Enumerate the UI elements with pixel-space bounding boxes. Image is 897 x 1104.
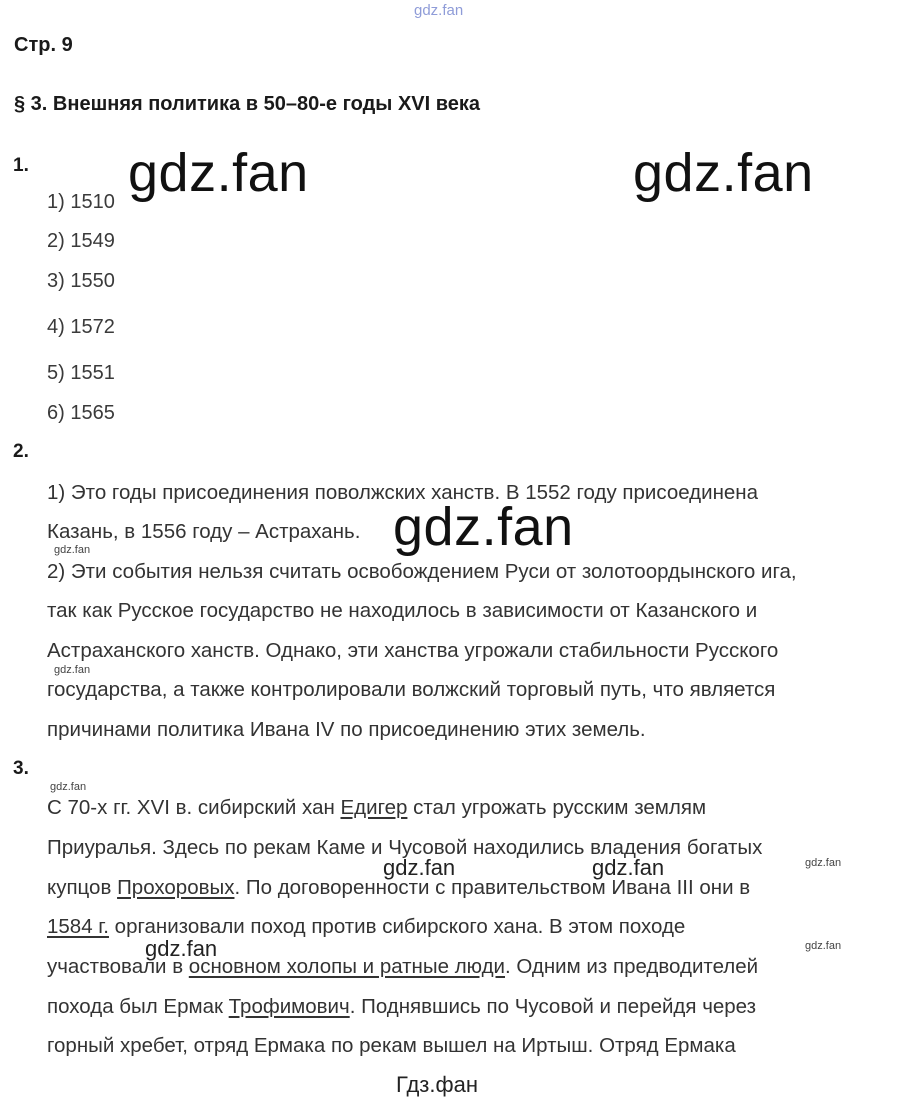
- text-run: купцов: [47, 876, 118, 899]
- watermark-small: gdz.fan: [54, 544, 91, 556]
- text-run: стал угрожать русским землям: [407, 796, 707, 819]
- top-watermark: gdz.fan: [414, 2, 464, 19]
- task-1-item: 6) 1565: [47, 402, 115, 424]
- watermark-medium: gdz.fan: [383, 855, 456, 880]
- text-run: . По договоренности с правительством Ивана III они в: [234, 876, 751, 899]
- task-3-line: [47, 995, 756, 1019]
- task-2-line: Казань, в 1556 году – Астрахань.: [47, 520, 361, 543]
- task-2-line: 2) Эти события нельзя считать освобождением Руси от золотоордынского ига,: [47, 560, 797, 583]
- text-run: организовали поход против сибирского хана. В этом походе: [108, 915, 686, 938]
- task-2-line: Астраханского ханств. Однако, эти ханства угрожали стабильности Русского: [47, 639, 779, 662]
- watermark-large: gdz.fan: [393, 497, 574, 557]
- footer-watermark: Гдз.фан: [396, 1072, 478, 1097]
- text-run: . Одним из предводителей: [505, 955, 759, 978]
- answer-blank: Трофимович: [228, 995, 350, 1018]
- text-run: участвовали в: [47, 955, 189, 978]
- watermark-small: gdz.fan: [54, 664, 91, 676]
- page-label: Стр. 9: [14, 34, 73, 56]
- task-3-number: 3.: [13, 758, 29, 779]
- text-run: С 70-х гг. XVI в. сибирский хан: [47, 796, 341, 819]
- text-run: . Поднявшись по Чусовой и перейдя через: [349, 995, 757, 1018]
- task-3-line: Приуралья. Здесь по рекам Каме и Чусовой находились владения богатых: [47, 836, 763, 859]
- task-2-line: причинами политика Ивана IV по присоединению этих земель.: [47, 718, 646, 741]
- task-1-item: 2) 1549: [47, 230, 115, 252]
- task-1-item: 3) 1550: [47, 270, 115, 292]
- watermark-medium: gdz.fan: [145, 936, 218, 961]
- watermark-small: gdz.fan: [805, 857, 842, 869]
- section-title: § 3. Внешняя политика в 50–80-е годы XVI века: [14, 93, 481, 115]
- task-2-line: государства, а также контролировали волжский торговый путь, что является: [47, 678, 776, 701]
- task-1-item: 5) 1551: [47, 362, 115, 384]
- watermark-small: gdz.fan: [805, 940, 842, 952]
- answer-blank: Едигер: [340, 796, 408, 819]
- watermark-small: gdz.fan: [50, 781, 87, 793]
- watermark-large: gdz.fan: [128, 143, 309, 203]
- task-2-line: так как Русское государство не находилось в зависимости от Казанского и: [47, 599, 758, 622]
- watermark-medium: gdz.fan: [592, 855, 665, 880]
- task-1-item: 1) 1510: [47, 191, 115, 213]
- task-1-number: 1.: [13, 155, 29, 176]
- answer-blank: Прохоровых: [117, 876, 235, 899]
- task-3-line: [47, 796, 706, 820]
- watermark-large: gdz.fan: [633, 143, 814, 203]
- task-2-number: 2.: [13, 441, 29, 462]
- task-3-line: [47, 915, 685, 939]
- text-run: похода был Ермак: [47, 995, 229, 1018]
- answer-blank: 1584 г.: [47, 915, 109, 938]
- task-2-line: 1) Это годы присоединения поволжских ханств. В 1552 году присоединена: [47, 481, 759, 504]
- answer-blank: основном холопы и ратные люди: [188, 955, 506, 978]
- task-3-line: горный хребет, отряд Ермака по рекам вышел на Иртыш. Отряд Ермака: [47, 1034, 736, 1057]
- task-1-item: 4) 1572: [47, 316, 115, 338]
